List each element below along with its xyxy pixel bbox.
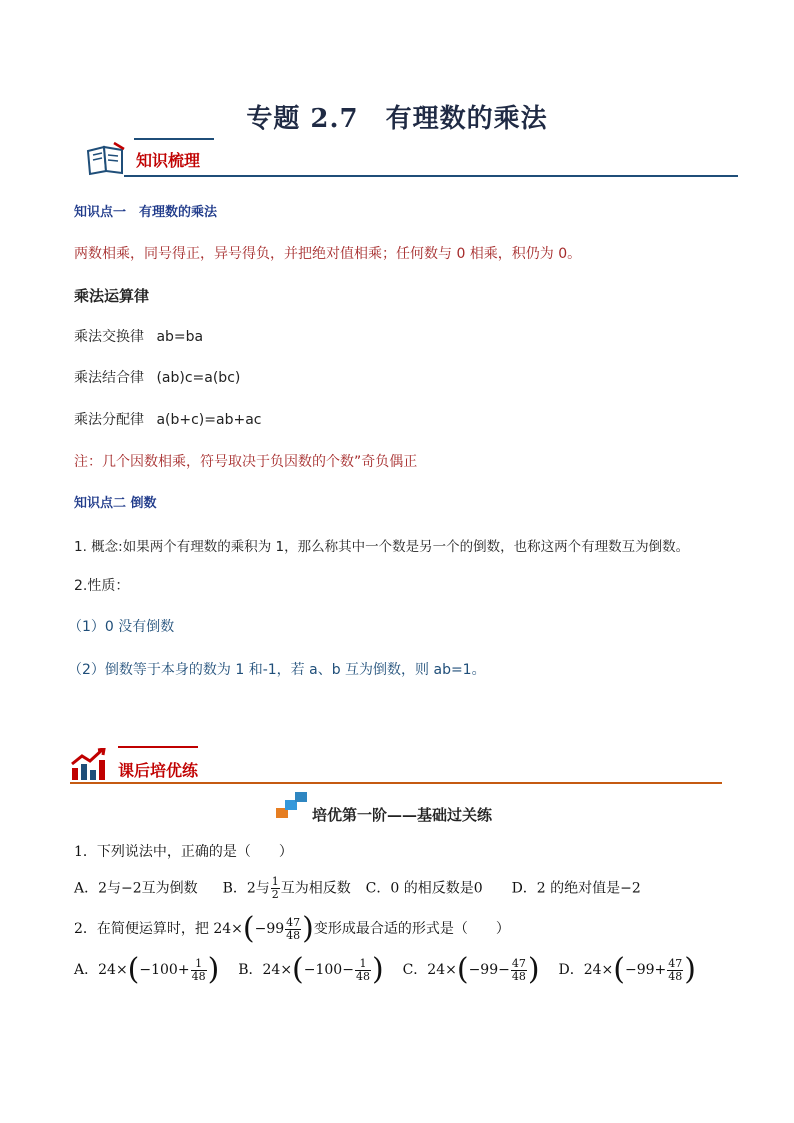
law-formula: a(b+c)=ab+ac bbox=[156, 412, 262, 428]
section-top-line bbox=[134, 138, 214, 140]
kp2-concept: 1. 概念:如果两个有理数的乘积为 1，那么称其中一个数是另一个的倒数，也称这两个有理数互为倒数。 bbox=[74, 539, 690, 555]
kp2-heading: 知识点二 倒数 bbox=[74, 496, 157, 511]
section-divider bbox=[70, 782, 722, 784]
steps-icon bbox=[276, 792, 308, 818]
q2-option-d: D．24×(−99+ $\frac{47}{48}$ ) bbox=[558, 952, 696, 987]
law-name: 乘法分配律 bbox=[74, 412, 144, 428]
law-row bbox=[74, 409, 261, 429]
law-name: 乘法结合律 bbox=[74, 370, 144, 386]
kp1-heading: 知识点一 有理数的乘法 bbox=[74, 205, 218, 220]
q1-option-b-post: 互为相反数 bbox=[280, 880, 351, 897]
law-row bbox=[74, 367, 240, 387]
q2-stem: 2．在简便运算时，把 24×(−99 $\frac{47}{48}$ )变形成最合适的形式是（ ） bbox=[74, 911, 510, 946]
page-title: 专题 2.7 有理数的乘法 bbox=[246, 104, 548, 134]
laws-heading: 乘法运算律 bbox=[74, 287, 150, 305]
kp2-prop2: （2）倒数等于本身的数为 1 和-1，若 a、b 互为倒数，则 ab=1。 bbox=[68, 662, 486, 678]
q1-options bbox=[74, 876, 641, 901]
section-knowledge-label: 知识梳理 bbox=[136, 151, 201, 170]
q1-option-d: D．2 的绝对值是−2 bbox=[511, 880, 641, 897]
section-knowledge-header bbox=[84, 138, 738, 182]
q1-stem: 1．下列说法中，正确的是（ ） bbox=[74, 844, 293, 860]
q2-stem-pre: 2．在简便运算时，把 24× bbox=[74, 921, 243, 937]
level-heading: 培优第一阶——基础过关练 bbox=[312, 806, 493, 824]
growth-chart-icon bbox=[70, 748, 108, 782]
kp2-props-label: 2.性质： bbox=[74, 578, 130, 594]
q2-stem-inner: −99 bbox=[254, 921, 285, 937]
section-practice-label: 课后培优练 bbox=[118, 761, 199, 780]
section-top-line bbox=[118, 746, 198, 748]
q2-option-b: B．24×(−100− $\frac{1}{48}$ ) bbox=[238, 952, 384, 987]
q2-options bbox=[74, 952, 696, 987]
law-row bbox=[74, 326, 203, 346]
book-icon bbox=[84, 141, 128, 177]
law-name: 乘法交换律 bbox=[74, 329, 144, 345]
q1-option-b-fraction: $\frac{1}{2}$ bbox=[271, 875, 279, 901]
law-formula: ab=ba bbox=[156, 329, 204, 345]
section-divider bbox=[124, 175, 738, 177]
q1-option-c: C．0 的相反数是0 bbox=[365, 880, 483, 897]
q2-option-a: A．24×(−100+ $\frac{1}{48}$ ) bbox=[74, 952, 220, 987]
q2-stem-post: 变形成最合适的形式是（ ） bbox=[313, 921, 510, 937]
law-formula: (ab)c=a(bc) bbox=[156, 370, 241, 386]
kp2-prop1: （1）0 没有倒数 bbox=[68, 619, 175, 635]
q2-stem-fraction: $\frac{47}{48}$ bbox=[286, 915, 301, 942]
q1-option-a: A．2与−2互为倒数 bbox=[74, 880, 198, 897]
q2-option-c: C．24×(−99− $\frac{47}{48}$ ) bbox=[402, 952, 540, 987]
laws-note: 注：几个因数相乘，符号取决于负因数的个数”奇负偶正 bbox=[74, 454, 418, 470]
kp1-rule: 两数相乘，同号得正，异号得负，并把绝对值相乘；任何数与 0 相乘，积仍为 0。 bbox=[74, 246, 582, 262]
q1-option-b-pre: B．2与 bbox=[222, 880, 270, 897]
section-practice-header bbox=[70, 746, 724, 790]
